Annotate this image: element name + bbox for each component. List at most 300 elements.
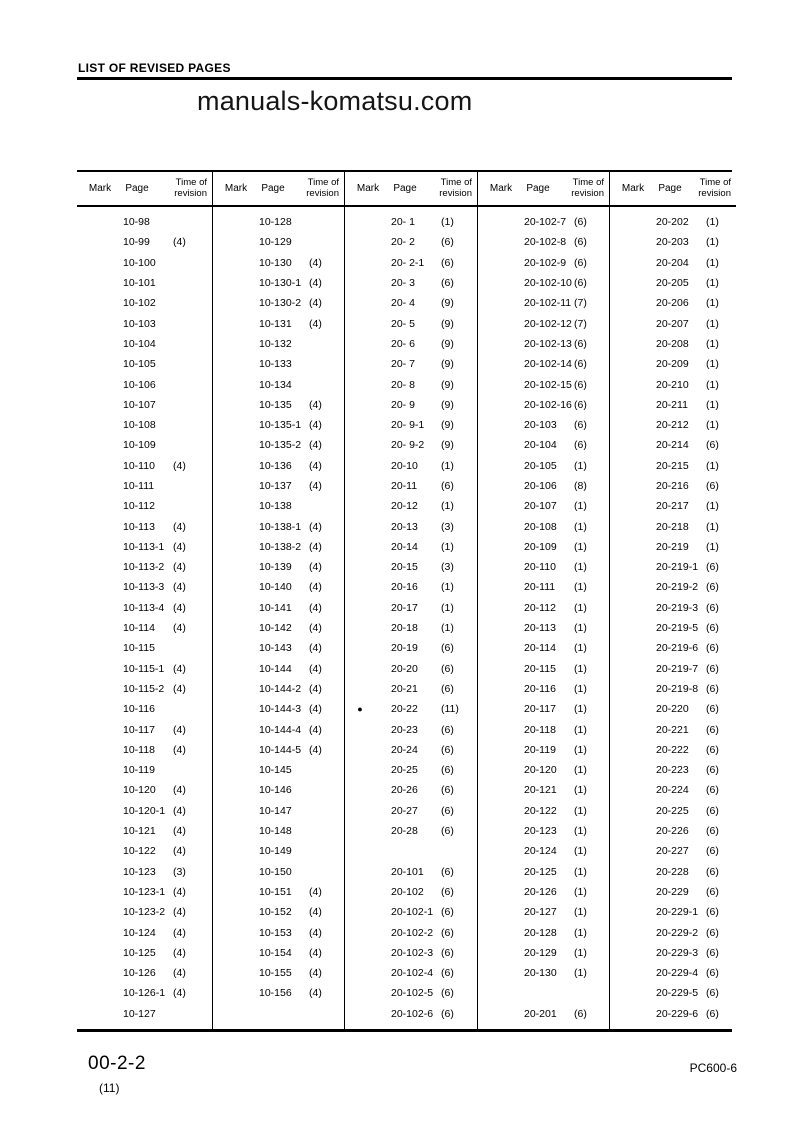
mark-header: Mark bbox=[621, 183, 645, 194]
table-row bbox=[213, 1004, 344, 1024]
table-row bbox=[345, 760, 477, 780]
revision-cell: (4) bbox=[309, 581, 322, 594]
revision-cell: (6) bbox=[574, 419, 587, 432]
revision-cell: (6) bbox=[706, 642, 719, 655]
revision-cell: (1) bbox=[574, 743, 587, 756]
revision-cell: (1) bbox=[706, 540, 719, 553]
table-row bbox=[213, 354, 344, 374]
page-cell: 20-102-1 bbox=[391, 906, 434, 919]
table-row bbox=[478, 882, 609, 902]
page-cell: 10-111 bbox=[123, 480, 155, 492]
revision-header-text: Time of revision bbox=[306, 177, 339, 199]
revision-cell: (6) bbox=[574, 337, 587, 350]
page-cell: 20-222 bbox=[656, 743, 689, 756]
footer-page-number: 00-2-2 bbox=[88, 1053, 146, 1074]
table-row bbox=[610, 821, 736, 841]
revision-cell: (4) bbox=[173, 967, 186, 980]
page-cell: 10-118 bbox=[123, 743, 155, 756]
page-cell: 20-106 bbox=[524, 480, 557, 492]
revision-cell: (1) bbox=[574, 946, 587, 959]
table-row bbox=[478, 374, 609, 394]
page-cell: 20-203 bbox=[656, 236, 689, 249]
table-row bbox=[345, 638, 477, 658]
revision-cell: (4) bbox=[309, 480, 322, 492]
table-row bbox=[610, 922, 736, 942]
revision-cell: (6) bbox=[574, 398, 587, 411]
table-row bbox=[610, 395, 736, 415]
table-row bbox=[478, 679, 609, 699]
page-cell: 20-28 bbox=[391, 825, 418, 838]
revision-cell: (6) bbox=[441, 642, 454, 655]
page-cell: 10-140 bbox=[259, 581, 292, 594]
table-row bbox=[213, 882, 344, 902]
page-cell: 20-219-8 bbox=[656, 682, 699, 695]
revision-cell: (1) bbox=[441, 581, 454, 594]
table-row bbox=[478, 293, 609, 313]
table-row bbox=[610, 354, 736, 374]
revision-cell: (1) bbox=[574, 845, 587, 858]
page-cell: 20-229-4 bbox=[656, 967, 699, 980]
revision-cell: (9) bbox=[441, 439, 454, 452]
table-column-header bbox=[610, 172, 736, 207]
table-row bbox=[345, 902, 477, 922]
page-cell: 10-115-2 bbox=[123, 682, 165, 695]
page-cell: 20-120 bbox=[524, 764, 557, 777]
revision-cell: (4) bbox=[309, 540, 322, 553]
page-cell: 20-114 bbox=[524, 642, 556, 655]
table-row bbox=[213, 679, 344, 699]
revision-cell: (9) bbox=[441, 378, 454, 391]
table-row bbox=[77, 334, 212, 354]
table-row bbox=[610, 435, 736, 455]
page-cell: 10-126-1 bbox=[123, 987, 166, 1000]
revision-cell: (1) bbox=[574, 601, 587, 614]
table-row bbox=[213, 801, 344, 821]
table-row bbox=[213, 740, 344, 760]
page-cell: 20-119 bbox=[524, 743, 556, 756]
table-row bbox=[478, 456, 609, 476]
table-row bbox=[213, 821, 344, 841]
revision-cell: (6) bbox=[706, 723, 719, 736]
revision-cell: (3) bbox=[441, 561, 454, 574]
page-cell: 10-131 bbox=[259, 317, 292, 330]
table-row bbox=[213, 537, 344, 557]
watermark-text: manuals-komatsu.com bbox=[197, 86, 473, 116]
page-cell: 20-102-7 bbox=[524, 216, 567, 229]
revision-cell: (4) bbox=[309, 419, 322, 432]
page-header: Page bbox=[125, 183, 149, 194]
page-cell: 20-102-5 bbox=[391, 987, 434, 1000]
page-cell: 20-219-5 bbox=[656, 622, 699, 635]
page-cell: 10-138-1 bbox=[259, 520, 302, 533]
table-row bbox=[77, 699, 212, 719]
page-cell: 10-123-1 bbox=[123, 885, 166, 898]
page-cell: 20-102-12 bbox=[524, 317, 572, 330]
table-rows bbox=[213, 207, 344, 1029]
page-cell: 20-227 bbox=[656, 845, 689, 858]
page-cell: 20-18 bbox=[391, 622, 418, 635]
revision-cell: (6) bbox=[706, 662, 719, 675]
page-cell: 20-202 bbox=[656, 216, 689, 229]
table-row bbox=[345, 821, 477, 841]
revision-cell: (1) bbox=[574, 561, 587, 574]
table-row bbox=[478, 659, 609, 679]
revision-cell: (9) bbox=[441, 297, 454, 310]
page-cell: 10-135 bbox=[259, 398, 292, 411]
table-row bbox=[345, 537, 477, 557]
page-cell: 20-124 bbox=[524, 845, 557, 858]
table-row bbox=[213, 841, 344, 861]
page-cell: 10-115-1 bbox=[123, 662, 165, 675]
mark-header: Mark bbox=[88, 183, 112, 194]
page-cell: 10-137 bbox=[259, 480, 292, 492]
page-cell: 10-119 bbox=[123, 764, 155, 777]
page-cell: 20-229-1 bbox=[656, 906, 699, 919]
page-cell: 20-117 bbox=[524, 703, 556, 716]
page-cell: 20- 3 bbox=[391, 277, 415, 290]
page-cell: 10-144-3 bbox=[259, 703, 302, 716]
revision-cell: (6) bbox=[706, 764, 719, 777]
page-cell: 10-155 bbox=[259, 967, 292, 980]
page-cell: 20-102-4 bbox=[391, 967, 434, 980]
page-cell: 20-229-3 bbox=[656, 946, 699, 959]
table-row bbox=[77, 1004, 212, 1024]
revision-header-text: Time of revision bbox=[439, 177, 472, 199]
page-cell: 20-23 bbox=[391, 723, 418, 736]
table-row bbox=[345, 516, 477, 536]
table-row bbox=[213, 374, 344, 394]
page-cell: 20-125 bbox=[524, 865, 557, 878]
table-row bbox=[213, 699, 344, 719]
page-cell: 20-26 bbox=[391, 784, 418, 797]
revision-cell: (4) bbox=[173, 946, 186, 959]
page-cell: 20-102-6 bbox=[391, 1007, 434, 1020]
table-row bbox=[213, 577, 344, 597]
revision-cell: (1) bbox=[574, 622, 587, 635]
table-row bbox=[345, 293, 477, 313]
revision-cell: (6) bbox=[574, 236, 587, 249]
table-row bbox=[77, 516, 212, 536]
revision-cell: (4) bbox=[309, 723, 322, 736]
table-row bbox=[77, 638, 212, 658]
table-row bbox=[610, 760, 736, 780]
page-cell: 10-99 bbox=[123, 236, 150, 249]
revision-cell: (1) bbox=[706, 419, 719, 432]
table-row bbox=[77, 313, 212, 333]
revision-cell: (4) bbox=[173, 906, 186, 919]
page-cell: 20-219-7 bbox=[656, 662, 699, 675]
revision-cell: (1) bbox=[574, 520, 587, 533]
revision-cell: (7) bbox=[574, 297, 587, 310]
table-row bbox=[478, 1004, 609, 1024]
table-row bbox=[610, 963, 736, 983]
revision-cell: (6) bbox=[441, 825, 454, 838]
table-row bbox=[610, 841, 736, 861]
table-row bbox=[345, 476, 477, 496]
page-cell: 20-104 bbox=[524, 439, 557, 452]
revision-cell: (4) bbox=[173, 845, 186, 858]
table-column-header bbox=[478, 172, 609, 207]
table-row bbox=[213, 415, 344, 435]
page-cell: 10-144-4 bbox=[259, 723, 302, 736]
page-cell: 20-21 bbox=[391, 682, 418, 695]
revision-cell: (3) bbox=[441, 520, 454, 533]
table-row bbox=[345, 415, 477, 435]
revision-cell: (6) bbox=[574, 439, 587, 452]
page-cell: 20- 8 bbox=[391, 378, 415, 391]
page-cell: 20-27 bbox=[391, 804, 418, 817]
table-row bbox=[610, 537, 736, 557]
page-cell: 10-147 bbox=[259, 804, 292, 817]
table-column bbox=[344, 172, 477, 1029]
revision-cell: (1) bbox=[706, 256, 719, 269]
page-cell: 20-16 bbox=[391, 581, 418, 594]
table-row bbox=[345, 679, 477, 699]
revision-cell: (4) bbox=[173, 540, 186, 553]
table-row bbox=[345, 719, 477, 739]
table-row bbox=[610, 273, 736, 293]
revision-cell: (4) bbox=[309, 967, 322, 980]
table-row bbox=[610, 253, 736, 273]
revision-cell: (4) bbox=[309, 398, 322, 411]
table-row bbox=[213, 232, 344, 252]
table-row bbox=[478, 253, 609, 273]
revision-cell: (4) bbox=[309, 561, 322, 574]
page-cell: 10-138 bbox=[259, 500, 292, 513]
page-cell: 20-19 bbox=[391, 642, 418, 655]
table-row bbox=[345, 963, 477, 983]
table-row bbox=[213, 922, 344, 942]
page-cell: 10-132 bbox=[259, 337, 292, 350]
table-row bbox=[610, 618, 736, 638]
revision-cell: (1) bbox=[574, 642, 587, 655]
revision-cell: (4) bbox=[309, 439, 322, 452]
revision-cell: (6) bbox=[706, 703, 719, 716]
page-cell: 10-141 bbox=[259, 601, 292, 614]
revision-cell: (4) bbox=[173, 804, 186, 817]
table-rows bbox=[77, 207, 212, 1029]
table-row bbox=[345, 983, 477, 1003]
page-cell: 20- 9-1 bbox=[391, 419, 425, 432]
table-row bbox=[77, 740, 212, 760]
revision-cell: (4) bbox=[173, 561, 186, 574]
page-cell: 20-220 bbox=[656, 703, 689, 716]
page-cell: 10-136 bbox=[259, 459, 292, 472]
revision-cell: (4) bbox=[309, 277, 322, 290]
page-title: LIST OF REVISED PAGES bbox=[78, 61, 231, 75]
page-cell: 10-105 bbox=[123, 358, 156, 371]
revision-cell: (4) bbox=[173, 825, 186, 838]
page-cell: 20-14 bbox=[391, 540, 418, 553]
page-cell: 20-128 bbox=[524, 926, 557, 939]
table-row bbox=[345, 780, 477, 800]
table-row bbox=[77, 293, 212, 313]
page-cell: 20-208 bbox=[656, 337, 689, 350]
page-cell: 20- 7 bbox=[391, 358, 415, 371]
page-cell: 10-139 bbox=[259, 561, 292, 574]
table-row bbox=[610, 334, 736, 354]
revision-cell: (8) bbox=[574, 480, 587, 492]
revision-cell: (6) bbox=[441, 804, 454, 817]
revision-cell: (9) bbox=[441, 358, 454, 371]
table-row bbox=[77, 659, 212, 679]
revision-cell: (6) bbox=[706, 601, 719, 614]
table-row bbox=[213, 476, 344, 496]
table-row bbox=[478, 922, 609, 942]
table-row bbox=[213, 253, 344, 273]
table-row bbox=[345, 699, 477, 719]
table-row bbox=[345, 922, 477, 942]
page-cell: 10-144-2 bbox=[259, 682, 302, 695]
mark-header: Mark bbox=[489, 183, 513, 194]
page-cell: 20-123 bbox=[524, 825, 557, 838]
table-row bbox=[478, 638, 609, 658]
revision-cell: (4) bbox=[309, 906, 322, 919]
page-cell: 20-102-2 bbox=[391, 926, 434, 939]
table-row bbox=[77, 780, 212, 800]
page-cell: 20-102-9 bbox=[524, 256, 567, 269]
table-row bbox=[610, 659, 736, 679]
revision-cell: (4) bbox=[309, 662, 322, 675]
table-row bbox=[345, 496, 477, 516]
revision-cell: (4) bbox=[173, 682, 186, 695]
page-cell: 10-113-1 bbox=[123, 540, 165, 553]
page-cell: 10-154 bbox=[259, 946, 292, 959]
page-cell: 20-214 bbox=[656, 439, 689, 452]
table-row bbox=[213, 456, 344, 476]
table-row bbox=[213, 598, 344, 618]
revision-cell: (4) bbox=[309, 682, 322, 695]
revision-cell: (6) bbox=[706, 480, 719, 492]
page-cell: 20-24 bbox=[391, 743, 418, 756]
page-cell: 20-127 bbox=[524, 906, 557, 919]
page-cell: 20-102-11 bbox=[524, 297, 572, 310]
table-row bbox=[478, 780, 609, 800]
revision-header bbox=[556, 178, 609, 199]
page-cell: 10-117 bbox=[123, 723, 155, 736]
revision-cell: (4) bbox=[309, 297, 322, 310]
table-row bbox=[478, 963, 609, 983]
table-row bbox=[213, 212, 344, 232]
table-row bbox=[345, 943, 477, 963]
revision-cell: (4) bbox=[173, 459, 186, 472]
revision-cell: (1) bbox=[574, 500, 587, 513]
revision-cell: (4) bbox=[173, 987, 186, 1000]
table-row bbox=[478, 313, 609, 333]
table-row bbox=[213, 780, 344, 800]
revision-cell: (1) bbox=[441, 459, 454, 472]
table-row bbox=[77, 212, 212, 232]
table-row bbox=[478, 476, 609, 496]
revision-cell: (4) bbox=[309, 885, 322, 898]
revision-header bbox=[155, 178, 212, 199]
revision-cell: (1) bbox=[706, 520, 719, 533]
table-row bbox=[77, 963, 212, 983]
table-row bbox=[478, 537, 609, 557]
table-row bbox=[77, 801, 212, 821]
table-row bbox=[77, 253, 212, 273]
table-row bbox=[77, 902, 212, 922]
page-cell: 20-122 bbox=[524, 804, 557, 817]
table-row bbox=[610, 496, 736, 516]
revision-cell: (4) bbox=[309, 256, 322, 269]
table-row bbox=[610, 1004, 736, 1024]
page-cell: 10-130-2 bbox=[259, 297, 302, 310]
page-cell: 20-229-6 bbox=[656, 1007, 699, 1020]
table-row bbox=[77, 537, 212, 557]
table-row bbox=[610, 476, 736, 496]
revision-cell: (1) bbox=[574, 682, 587, 695]
revision-cell: (6) bbox=[441, 662, 454, 675]
revision-cell: (6) bbox=[441, 764, 454, 777]
revised-pages-table bbox=[77, 170, 732, 1032]
page-cell: 20-212 bbox=[656, 419, 689, 432]
table-row bbox=[345, 212, 477, 232]
table-row bbox=[610, 516, 736, 536]
revision-cell: (6) bbox=[441, 946, 454, 959]
revision-cell: (4) bbox=[309, 987, 322, 1000]
table-row bbox=[610, 557, 736, 577]
page-cell: 20-112 bbox=[524, 601, 556, 614]
table-columns bbox=[77, 170, 732, 1032]
table-row bbox=[345, 598, 477, 618]
table-row bbox=[478, 212, 609, 232]
table-row bbox=[345, 841, 477, 861]
page-cell: 20-223 bbox=[656, 764, 689, 777]
revision-cell: (1) bbox=[706, 216, 719, 229]
revision-cell: (6) bbox=[706, 784, 719, 797]
table-row bbox=[345, 659, 477, 679]
table-row bbox=[345, 618, 477, 638]
table-row bbox=[77, 679, 212, 699]
page-cell: 20-13 bbox=[391, 520, 418, 533]
page-cell: 20-102-8 bbox=[524, 236, 567, 249]
revision-cell: (6) bbox=[574, 216, 587, 229]
page-cell: 10-113 bbox=[123, 520, 155, 533]
page-cell: 10-113-2 bbox=[123, 561, 165, 574]
revision-cell: (1) bbox=[574, 804, 587, 817]
page-cell: 20- 2 bbox=[391, 236, 415, 249]
table-row bbox=[77, 943, 212, 963]
page-cell: 10-104 bbox=[123, 337, 156, 350]
revision-cell: (6) bbox=[706, 906, 719, 919]
revision-cell: (1) bbox=[706, 378, 719, 391]
page-cell: 10-101 bbox=[123, 277, 156, 290]
page-cell: 20-12 bbox=[391, 500, 418, 513]
revision-cell: (1) bbox=[706, 337, 719, 350]
revision-cell: (6) bbox=[706, 845, 719, 858]
revision-cell: (1) bbox=[706, 500, 719, 513]
revision-cell: (6) bbox=[706, 581, 719, 594]
revision-cell: (6) bbox=[441, 723, 454, 736]
table-row bbox=[77, 719, 212, 739]
table-row bbox=[77, 882, 212, 902]
page-cell: 20-209 bbox=[656, 358, 689, 371]
page-cell: 20-115 bbox=[524, 662, 556, 675]
table-row bbox=[478, 496, 609, 516]
page-cell: 20-20 bbox=[391, 662, 418, 675]
revision-cell: (4) bbox=[173, 926, 186, 939]
page-cell: 10-122 bbox=[123, 845, 156, 858]
table-rows bbox=[478, 207, 609, 1029]
table-row bbox=[478, 801, 609, 821]
page-cell: 10-146 bbox=[259, 784, 292, 797]
revision-cell: (6) bbox=[574, 1007, 587, 1020]
page-cell: 10-108 bbox=[123, 419, 156, 432]
table-row bbox=[345, 435, 477, 455]
page-cell: 10-103 bbox=[123, 317, 156, 330]
revision-header-text: Time of revision bbox=[174, 177, 207, 199]
